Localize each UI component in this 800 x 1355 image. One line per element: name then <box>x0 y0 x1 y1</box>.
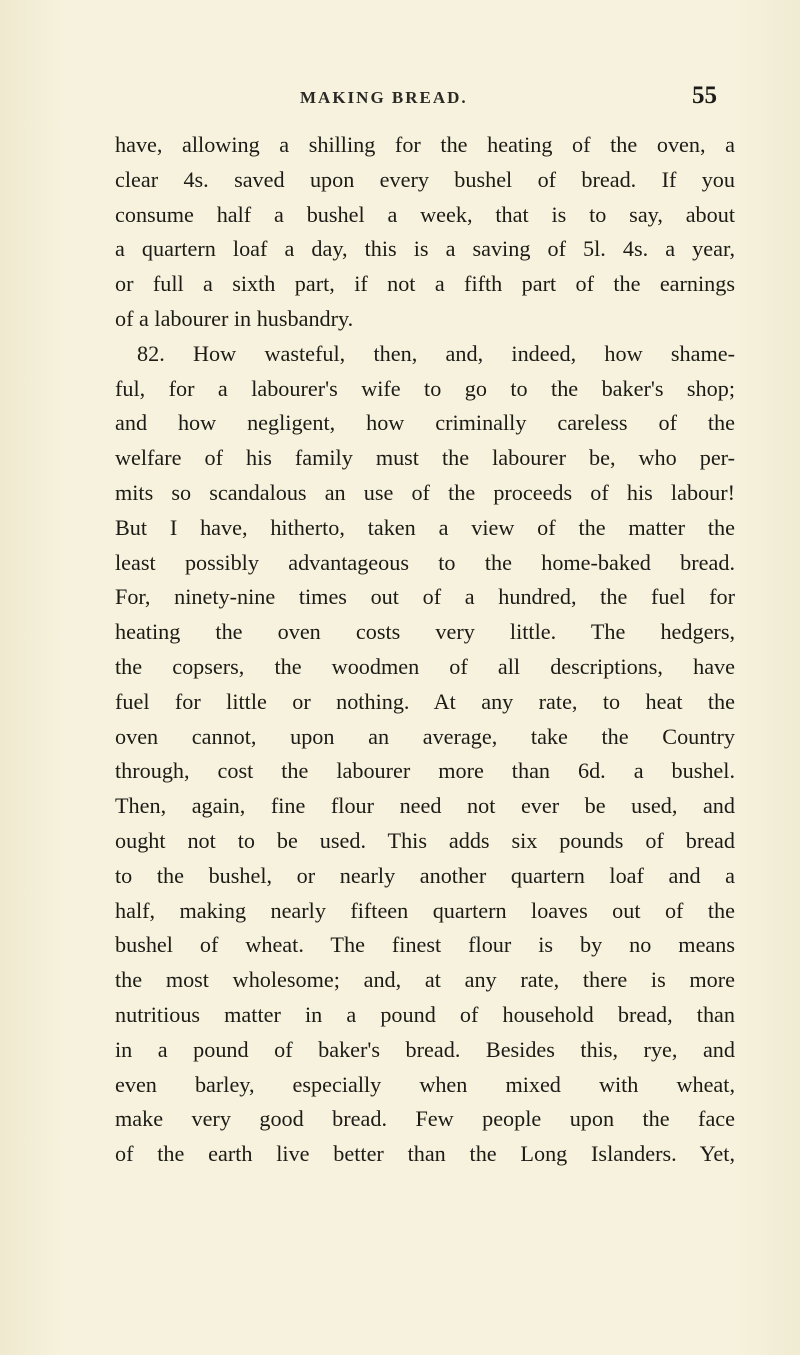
text-line: ought not to be used. This adds six pounds of bread <box>115 827 735 853</box>
text-line: least possibly advantageous to the home-baked bread. <box>115 549 735 575</box>
text-line: a quartern loaf a day, this is a saving of 5l. 4s. a year, <box>115 236 735 262</box>
text-line: ful, for a labourer's wife to go to the baker's shop; <box>115 375 735 401</box>
paragraph-start-line: 82. How wasteful, then, and, indeed, how shame- <box>137 340 735 366</box>
text-line: bushel of wheat. The finest flour is by no means <box>115 932 735 958</box>
running-head: MAKING BREAD. <box>300 88 468 107</box>
text-line: consume half a bushel a week, that is to say, about <box>115 201 735 227</box>
text-line: of the earth live better than the Long Islanders. Yet, <box>115 1141 735 1167</box>
text-line: or full a sixth part, if not a fifth part of the earnings <box>115 271 735 297</box>
text-line: But I have, hitherto, taken a view of the matter the <box>115 514 735 540</box>
text-line: the copsers, the woodmen of all descriptions, have <box>115 653 735 679</box>
text-line: to the bushel, or nearly another quartern loaf and a <box>115 862 735 888</box>
text-line: even barley, especially when mixed with wheat, <box>115 1071 735 1097</box>
text-line: mits so scandalous an use of the proceeds of his labour! <box>115 479 735 505</box>
text-line: oven cannot, upon an average, take the Country <box>115 723 735 749</box>
text-line: welfare of his family must the labourer be, who per- <box>115 445 735 471</box>
text-line: nutritious matter in a pound of household bread, than <box>115 1001 735 1027</box>
text-line: Then, again, fine flour need not ever be used, and <box>115 793 735 819</box>
text-line: have, allowing a shilling for the heating of the oven, a <box>115 132 735 157</box>
text-line: and how negligent, how criminally careless of the <box>115 410 735 436</box>
text-line: of a labourer in husbandry. <box>115 305 354 331</box>
text-line: half, making nearly fifteen quartern loaves out of the <box>115 897 735 923</box>
text-line: heating the oven costs very little. The hedgers, <box>115 619 735 645</box>
page-header <box>0 82 800 114</box>
text-line: For, ninety-nine times out of a hundred, the fuel for <box>115 584 735 610</box>
text-line: in a pound of baker's bread. Besides this, rye, and <box>115 1036 735 1062</box>
text-line: fuel for little or nothing. At any rate, to heat the <box>115 688 735 714</box>
body-text <box>115 128 735 1172</box>
text-line: through, cost the labourer more than 6d. a bushel. <box>115 758 735 784</box>
text-line: clear 4s. saved upon every bushel of bread. If you <box>115 166 735 192</box>
text-line: make very good bread. Few people upon the face <box>115 1106 735 1132</box>
text-line: the most wholesome; and, at any rate, there is more <box>115 967 735 993</box>
page-number: 55 <box>692 82 717 109</box>
